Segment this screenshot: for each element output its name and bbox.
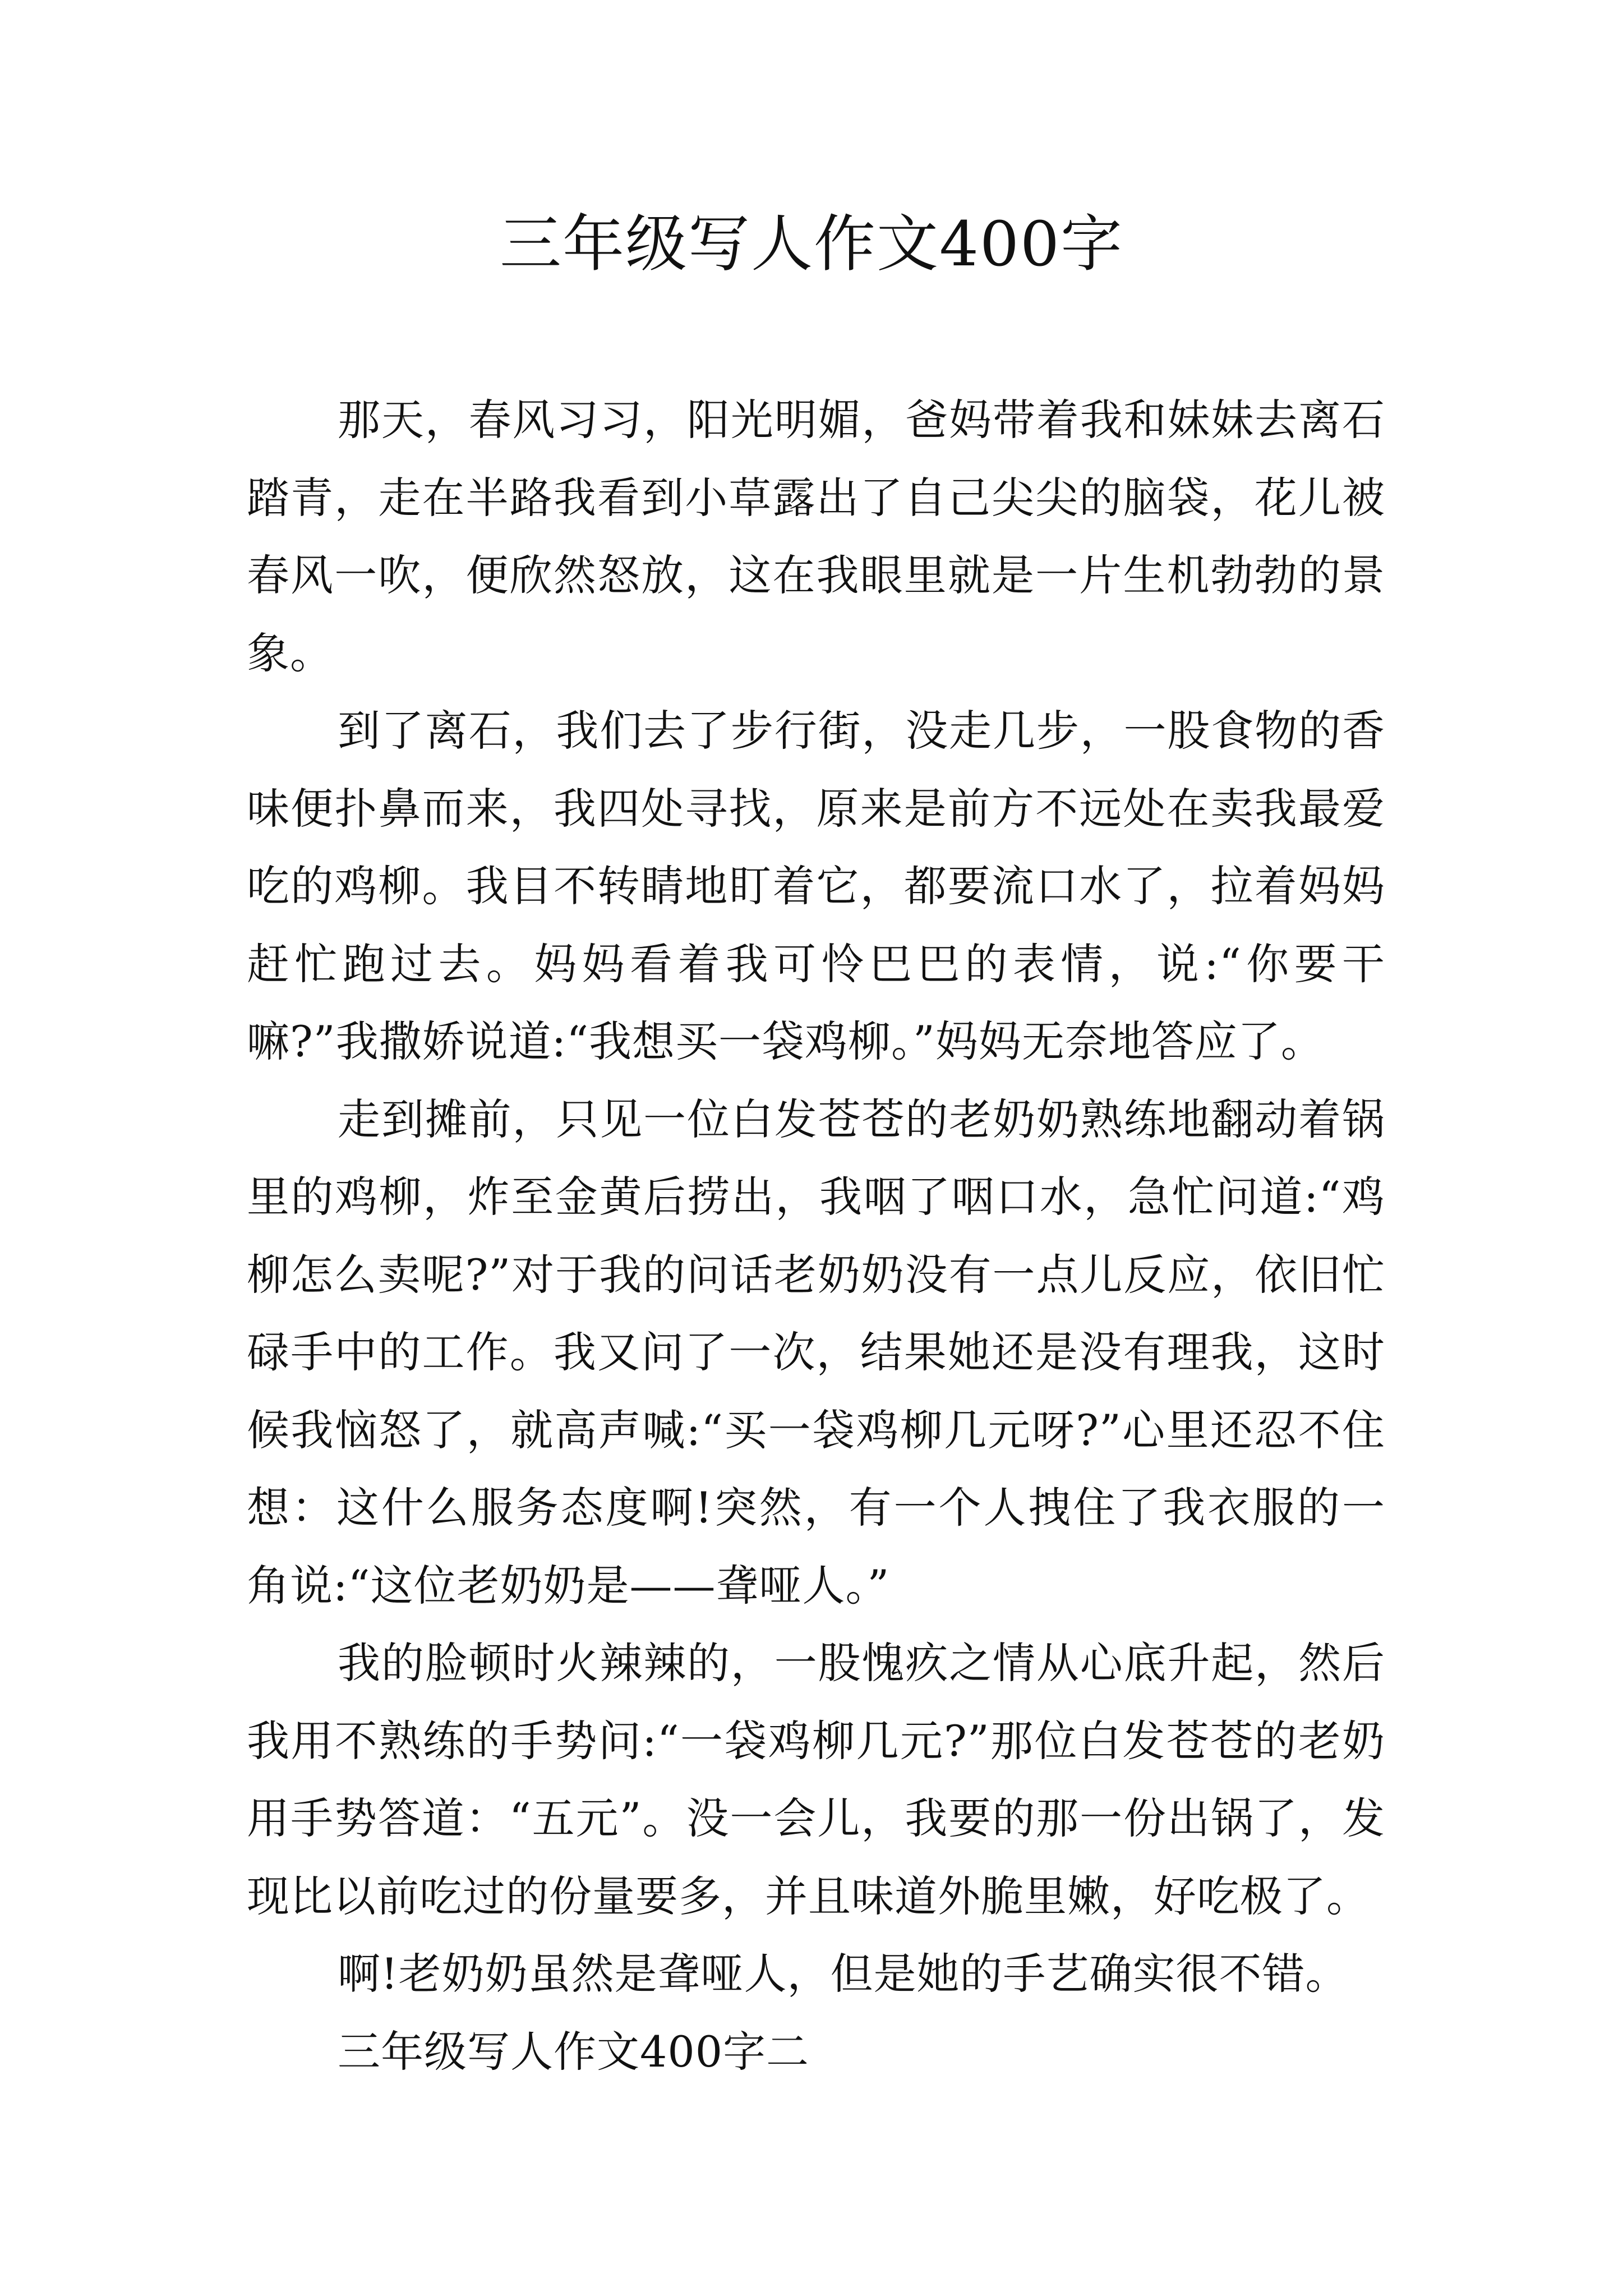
paragraph-3: 走到摊前，只见一位白发苍苍的老奶奶熟练地翻动着锅里的鸡柳，炸至金黄后捞出，我咽了咽口水，急忙问道:“鸡柳怎么卖呢?”对于我的问话老奶奶没有一点儿反应，依旧忙碌手中的工作。我又问了一次，结果她还是没有理我，这时候我恼怒了，就高声喊:“买一袋鸡柳几元呀?”心里还忍不住想：这什么服务态度啊!突然，有一个人拽住了我衣服的一角说:“这位老奶奶是——聋哑人。” — [247, 1094, 1385, 1611]
document-title: 三年级写人作文400字 — [500, 208, 1123, 280]
paragraph-1: 那天，春风习习，阳光明媚，爸妈带着我和妹妹去离石踏青，走在半路我看到小草露出了自己尖尖的脑袋，花儿被春风一吹，便欣然怒放，这在我眼里就是一片生机勃勃的景象。 — [247, 395, 1385, 678]
paragraph-4: 我的脸顿时火辣辣的，一股愧疚之情从心底升起，然后我用不熟练的手势问:“一袋鸡柳几元?”那位白发苍苍的老奶用手势答道：“五元”。没一会儿，我要的那一份出锅了，发现比以前吃过的份量要多，并且味道外脆里嫩，好吃极了。 — [247, 1638, 1385, 1921]
paragraph-2: 到了离石，我们去了步行街，没走几步，一股食物的香味便扑鼻而来，我四处寻找，原来是前方不远处在卖我最爱吃的鸡柳。我目不转睛地盯着它，都要流口水了，拉着妈妈赶忙跑过去。妈妈看着我可怜巴巴的表情，说:“你要干嘛?”我撒娇说道:“我想买一袋鸡柳。”妈妈无奈地答应了。 — [247, 706, 1385, 1066]
paragraph-5: 啊!老奶奶虽然是聋哑人，但是她的手艺确实很不错。 — [338, 1949, 1349, 1999]
section-heading-2: 三年级写人作文400字二 — [338, 2026, 810, 2077]
document-body — [247, 381, 1385, 2091]
